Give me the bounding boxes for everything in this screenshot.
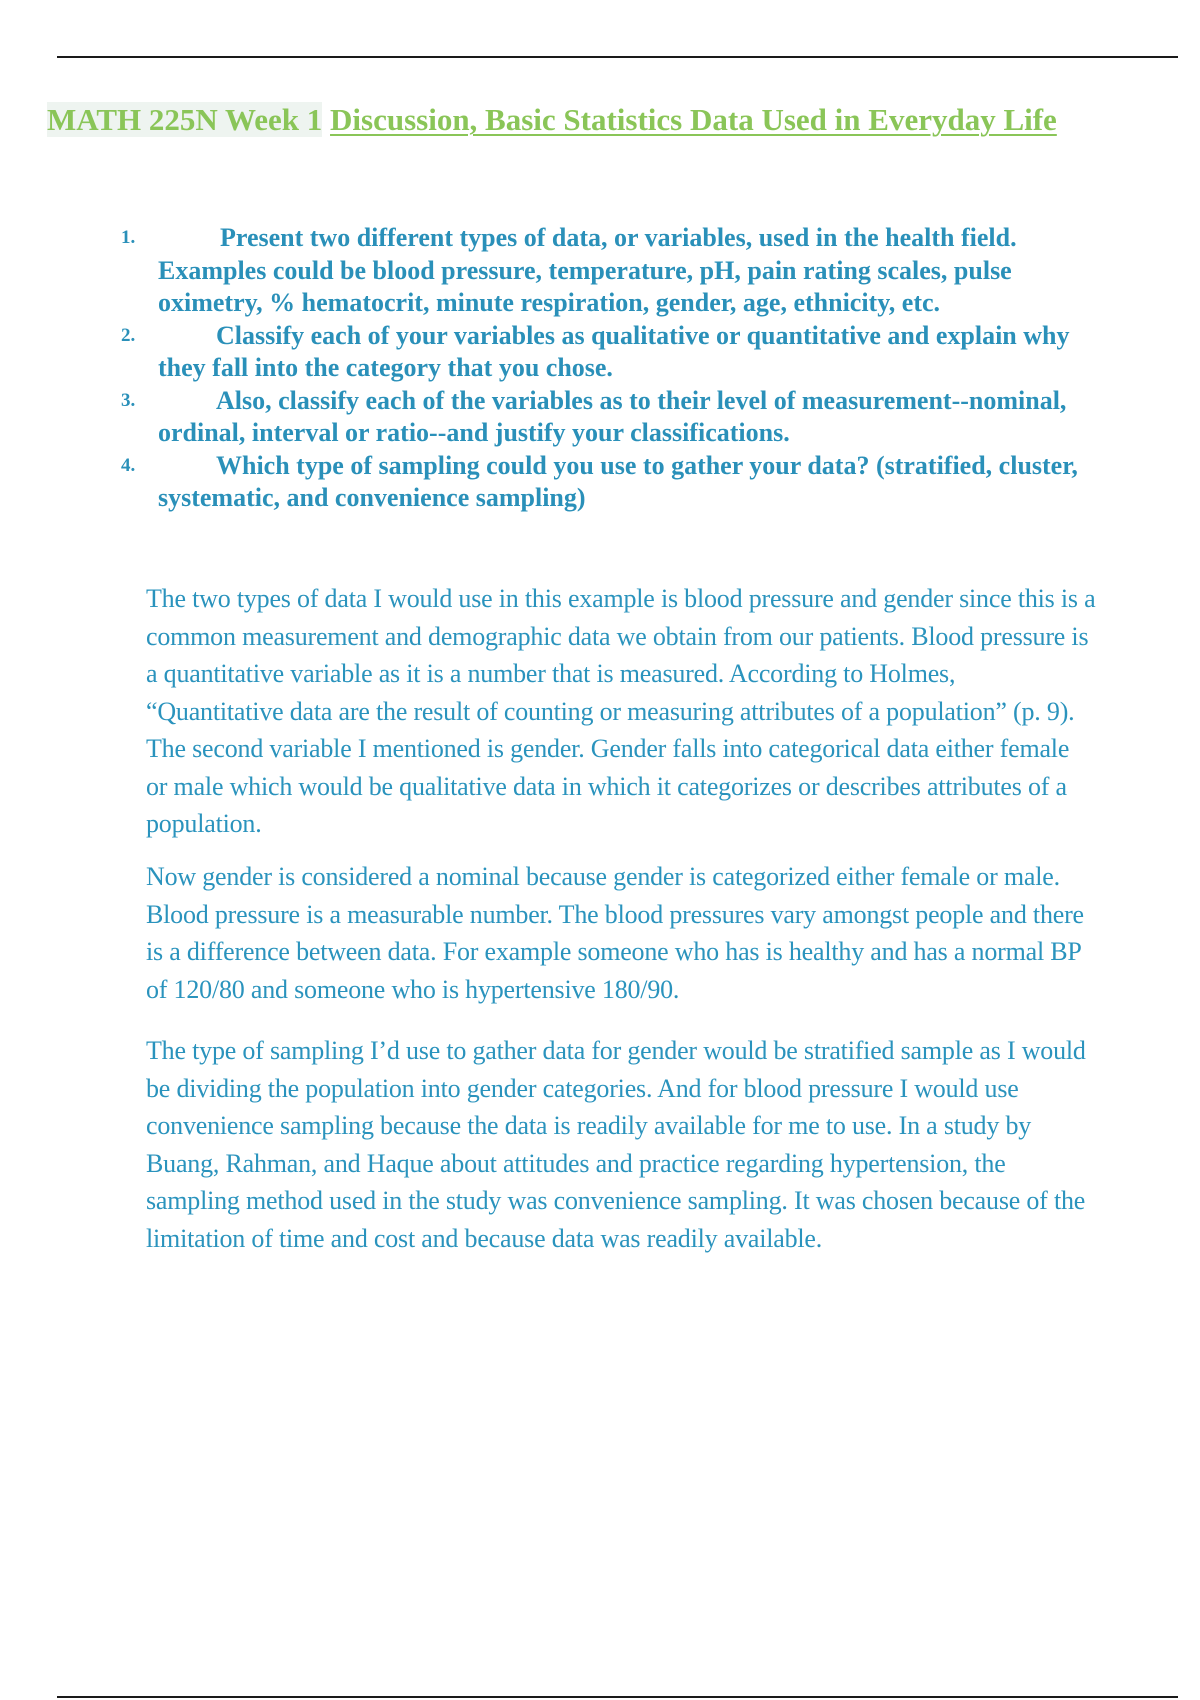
bottom-page-rule [57,1696,1178,1698]
question-text: Present two different types of data, or variables, used in the health field. Examples could be blood pressure, temperature, pH, pain rating scales, pulse oximetry, % hematocrit, minute respiration, gender, age, ethnicity, etc. [158,223,1017,317]
title-course-week: MATH 225N Week 1 [47,102,323,137]
question-number: 4. [121,454,136,476]
question-number: 2. [121,324,136,346]
answer-paragraph-sampling: The type of sampling I’d use to gather data for gender would be stratified sample as I would be dividing the population into gender categories. And for blood pressure I would use convenience sampling because the data is readily available for me to use. In a study by Buang, Rahman, and Haque about attitudes and practice regarding hypertension, the sampling method used in the study was convenience sampling. It was chosen because of the limitation of time and cost and because data was readily available. [146,1036,1086,1253]
document-title [47,101,1077,139]
title-discussion-link[interactable]: Discussion, Basic Statistics Data Used in Everyday Life [330,102,1057,137]
question-text: Also, classify each of the variables as to their level of measurement--nominal, ordinal, interval or ratio--and justify your classifications. [158,385,1067,447]
top-page-rule [57,56,1178,58]
question-number: 3. [121,389,136,411]
discussion-questions [118,222,1098,515]
question-item [118,320,1098,385]
question-item [118,222,1098,320]
question-item [118,385,1098,450]
question-text: Classify each of your variables as qualitative or quantitative and explain why they fall into the category that you chose. [158,320,1070,382]
answer-paragraph-data-types: The two types of data I would use in this example is blood pressure and gender since this is a common measurement and demographic data we obtain from our patients. Blood pressure is a quantitative variable as it is a number that is measured. According to Holmes, “Quantitative data are the result of counting or measuring attributes of a population” (p. 9). The second variable I mentioned is gender. Gender falls into categorical data either female or male which would be qualitative data in which it categorizes or describes attributes of a population. [146,584,1096,838]
question-text: Which type of sampling could you use to gather your data? (stratified, cluster, systematic, and convenience sampling) [158,450,1078,512]
answer-paragraph-measurement: Now gender is considered a nominal because gender is categorized either female or male. Blood pressure is a measurable number. The blood pressures vary amongst people and there is a difference between data. For example someone who has is healthy and has a normal BP of 120/80 and someone who is hypertensive 180/90. [146,862,1084,1004]
question-number: 1. [121,227,136,248]
question-item [118,450,1098,515]
